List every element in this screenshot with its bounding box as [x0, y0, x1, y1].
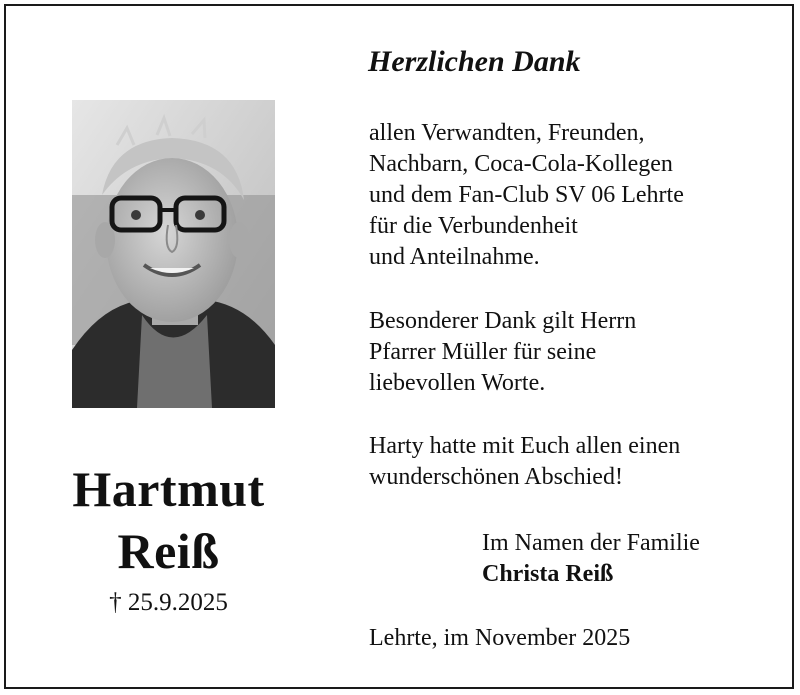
signature-name: Christa Reiß — [482, 561, 614, 587]
farewell-paragraph: Harty hatte mit Euch allen einen wunderschönen Abschied! — [369, 433, 681, 490]
death-date: † 25.9.2025 — [109, 589, 228, 616]
place-date: Lehrte, im November 2025 — [369, 625, 631, 651]
first-name: Hartmut — [72, 461, 265, 517]
portrait-photo — [72, 100, 275, 408]
heading: Herzlichen Dank — [368, 45, 581, 78]
obituary-card — [4, 4, 794, 689]
special-thanks-paragraph: Besonderer Dank gilt Herrn Pfarrer Müller für seine liebevollen Worte. — [369, 308, 637, 396]
signature-intro: Im Namen der Familie — [482, 530, 700, 556]
thanks-paragraph: allen Verwandten, Freunden, Nachbarn, Coca-Cola-Kollegen und dem Fan-Club SV 06 Lehrte für die Verbundenheit und Anteilnahme. — [369, 120, 684, 270]
last-name: Reiß — [117, 523, 220, 579]
